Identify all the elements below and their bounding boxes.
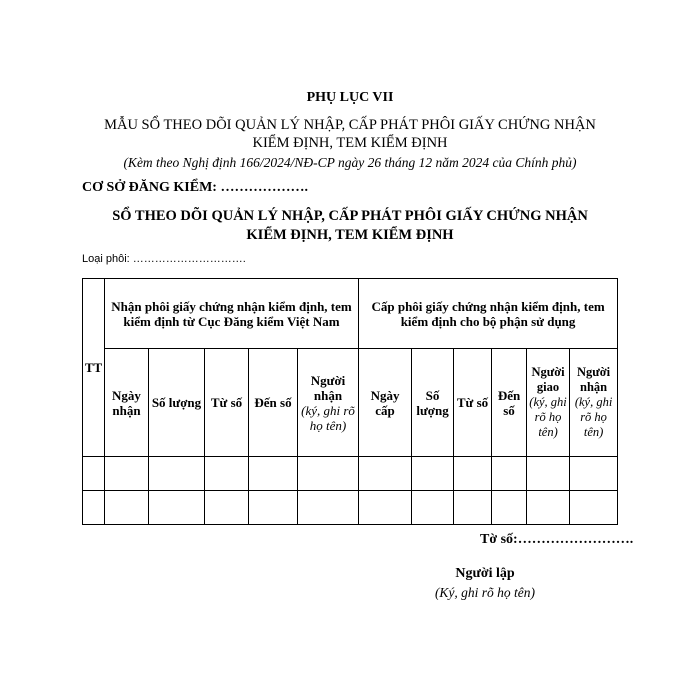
facility-line: CƠ SỞ ĐĂNG KIỂM: ………………. xyxy=(82,180,308,195)
col-issue-receiver xyxy=(570,349,618,457)
issue-receiver-note: (ký, ghi rõ họ tên) xyxy=(574,395,613,439)
group-issue-header: Cấp phôi giấy chứng nhận kiểm định, tem kiểm định cho bộ phận sử dụng xyxy=(359,279,618,349)
col-issue-qty: Số lượng xyxy=(412,349,454,457)
table-header-row-2 xyxy=(83,349,618,457)
col-issue-to: Đến số xyxy=(492,349,527,457)
issue-giver-note: (ký, ghi rõ họ tên) xyxy=(529,395,567,439)
col-recv-date: Ngày nhận xyxy=(105,349,149,457)
col-issue-date: Ngày cấp xyxy=(359,349,412,457)
ledger-table xyxy=(82,278,618,525)
form-title-line1: MẪU SỔ THEO DÕI QUẢN LÝ NHẬP, CẤP PHÁT PHÔI GIẤY CHỨNG NHẬN xyxy=(104,117,596,133)
appendix-heading: PHỤ LỤC VII xyxy=(306,90,394,105)
col-issue-from: Từ số xyxy=(454,349,492,457)
form-title-line2: KIỂM ĐỊNH, TEM KIỂM ĐỊNH xyxy=(252,135,448,151)
issue-receiver-label: Người nhận xyxy=(576,365,611,394)
recv-receiver-note: (ký, ghi rõ họ tên) xyxy=(301,402,355,433)
col-recv-receiver xyxy=(298,349,359,457)
book-title xyxy=(0,207,700,245)
recv-receiver-label: Người nhận xyxy=(310,372,346,403)
book-title-line2: KIỂM ĐỊNH, TEM KIỂM ĐỊNH xyxy=(246,227,454,243)
group-receive-header: Nhận phôi giấy chứng nhận kiểm định, tem kiểm định từ Cục Đăng kiểm Việt Nam xyxy=(105,279,359,349)
col-recv-from: Từ số xyxy=(205,349,249,457)
col-recv-to: Đến số xyxy=(249,349,298,457)
table-header-row-1 xyxy=(83,279,618,349)
blank-type-line: Loại phôi: …………………………. xyxy=(82,253,246,265)
form-title xyxy=(0,116,700,152)
decree-reference: (Kèm theo Nghị định 166/2024/NĐ-CP ngày 26 tháng 12 năm 2024 của Chính phủ) xyxy=(123,155,577,170)
signature-note: (Ký, ghi rõ họ tên) xyxy=(434,585,536,600)
sheet-number: Tờ số:……………………. xyxy=(480,532,634,547)
issue-giver-label: Người giao xyxy=(531,365,565,394)
col-tt: TT xyxy=(83,279,105,457)
signature-title: Người lập xyxy=(455,566,515,581)
table-row xyxy=(83,457,618,491)
book-title-line1: SỔ THEO DÕI QUẢN LÝ NHẬP, CẤP PHÁT PHÔI GIẤY CHỨNG NHẬN xyxy=(112,208,588,224)
col-recv-qty: Số lượng xyxy=(149,349,205,457)
col-issue-giver xyxy=(527,349,570,457)
table-row xyxy=(83,491,618,525)
